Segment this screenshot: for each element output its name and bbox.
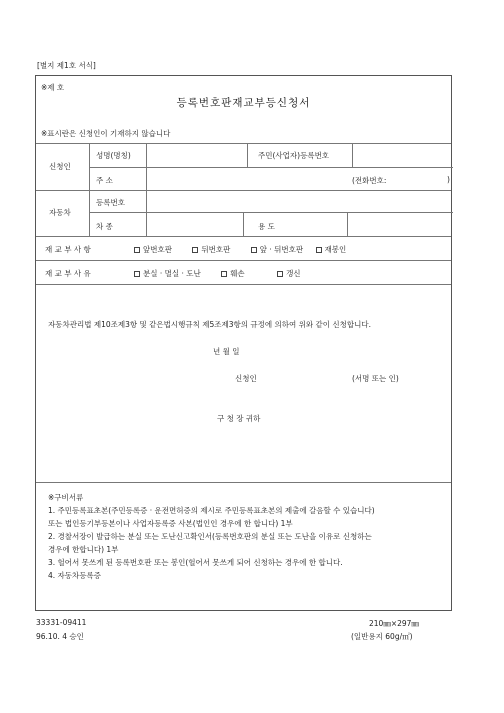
statement-text: 자동차관리법 제10조제3항 및 같은법시행규칙 제5조제3항의 규정에 의하여 위와 같이 신청합니다.: [48, 320, 372, 329]
receipt-no-label: ※제 호: [41, 83, 65, 92]
vehicle-section-label: 자동차: [49, 208, 71, 217]
notice-text: ※표시란은 신청인이 기재하지 않습니다: [41, 129, 171, 138]
option-damaged[interactable]: 훼손: [221, 269, 245, 278]
list-item: 3. 헐어서 못쓰게 된 등록번호판 또는 봉인(헐어서 못쓰게 되어 신청하는 경우에 한 합니다.: [48, 558, 343, 567]
vehicle-use-label: 용 도: [258, 222, 275, 231]
grid-line: [247, 143, 248, 167]
reissue-reason-options: [134, 268, 319, 279]
documents-list: [48, 504, 375, 582]
vehicle-type-label: 차 종: [96, 222, 113, 231]
option-rear-plate[interactable]: 뒤번호판: [192, 245, 230, 254]
checkbox[interactable]: [134, 271, 140, 277]
approval-date: 96.10. 4 승인: [36, 632, 84, 641]
option-reseal[interactable]: 재봉인: [316, 245, 347, 254]
grid-line: [243, 212, 244, 236]
vehicle-type-field[interactable]: [147, 213, 242, 235]
form-id: [별지 제1호 서식]: [37, 61, 96, 70]
checkbox[interactable]: [251, 247, 257, 253]
applicant-sign-label: 신청인: [235, 374, 257, 383]
regno-label: 주민(사업자)등록번호: [258, 151, 330, 160]
form-title: 등록번호판재교부등신청서: [176, 97, 311, 109]
paper-size: 210㎜×297㎜: [369, 619, 419, 628]
checkbox[interactable]: [316, 247, 322, 253]
reissue-reason-label: 재 교 부 사 유: [45, 269, 91, 278]
grid-line: [36, 236, 451, 237]
address-label: 주 소: [96, 176, 113, 185]
reissue-items-label: 재 교 부 사 항: [45, 245, 91, 254]
grid-line: [36, 284, 451, 285]
grid-line: [89, 143, 90, 236]
addressee: 구 청 장 귀하: [217, 414, 261, 423]
checkbox[interactable]: [221, 271, 227, 277]
regno-field[interactable]: [353, 144, 452, 166]
list-item: 2. 경찰서장이 발급하는 분실 또는 도난신고확인서(등록번호판의 분실 또는 도난을 이유로 신청하는: [48, 532, 372, 541]
vehicle-use-field[interactable]: [348, 213, 452, 235]
name-field[interactable]: [147, 144, 246, 166]
address-field[interactable]: [147, 168, 347, 189]
list-item: 1. 주민등록표초본(주민등록증 · 운전면허증의 제시로 주민등록표초본의 제출에 갈음할 수 있습니다): [48, 506, 375, 515]
signature-field[interactable]: [262, 368, 342, 382]
reissue-items-options: [134, 244, 364, 255]
date-line: 년 월 일: [213, 347, 240, 356]
application-form: [35, 75, 452, 611]
list-item: 경우에 한합니다) 1부: [48, 545, 119, 554]
grid-line: [36, 260, 451, 261]
form-code: 33331-09411: [36, 618, 87, 627]
vehicle-regno-field[interactable]: [147, 191, 452, 211]
paper-spec: (일반용지 60g/㎡): [351, 632, 413, 641]
option-lost-stolen[interactable]: 분실 · 멸실 · 도난: [134, 269, 201, 278]
applicant-section-label: 신청인: [49, 162, 71, 171]
option-renewal[interactable]: 갱신: [277, 269, 301, 278]
sign-note: (서명 또는 인): [352, 374, 399, 383]
vehicle-regno-label: 등록번호: [96, 198, 125, 207]
phone-label: (전화번호:: [352, 176, 387, 185]
option-both-plates[interactable]: 앞 · 뒤번호판: [251, 245, 303, 254]
list-item: 4. 자동차등록증: [48, 571, 102, 580]
name-label: 성명(명칭): [96, 151, 131, 160]
phone-close: ): [447, 175, 450, 184]
checkbox[interactable]: [277, 271, 283, 277]
checkbox[interactable]: [192, 247, 198, 253]
list-item: 또는 법인등기부등본이나 사업자등록증 사본(법인인 경우에 한 합니다) 1부: [48, 519, 293, 528]
grid-line: [36, 482, 451, 483]
checkbox[interactable]: [134, 247, 140, 253]
documents-heading: ※구비서류: [48, 493, 84, 502]
option-front-plate[interactable]: 앞번호판: [134, 245, 172, 254]
